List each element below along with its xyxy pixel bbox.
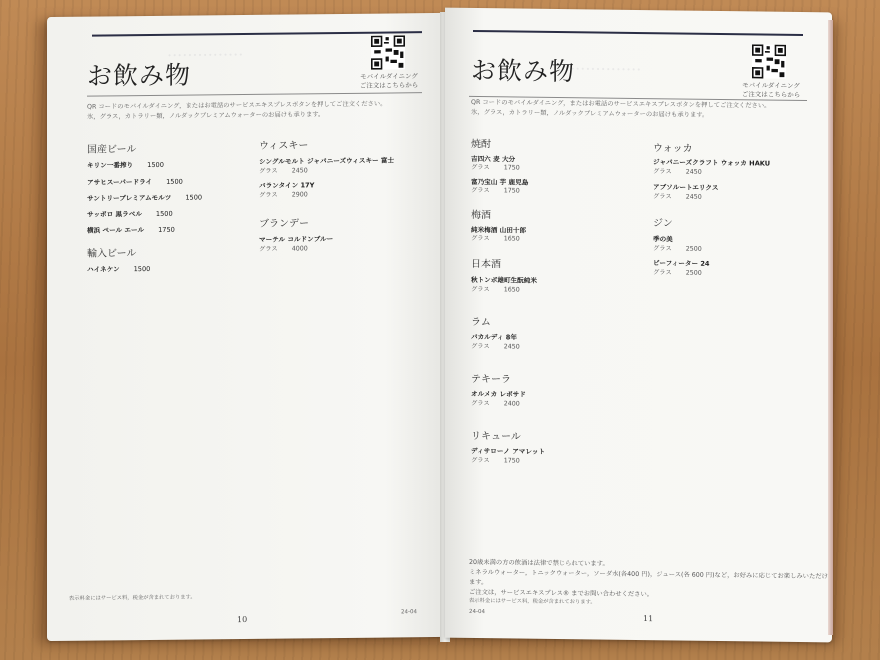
section-heading-gin: ジン [653, 218, 673, 230]
list-item: 季の美 [653, 235, 673, 244]
list-item: 富乃宝山 芋 鹿児島 [471, 177, 529, 187]
notes: 20歳未満の方の飲酒は法律で禁じられています。 ミネラルウォーター，トニックウォーター，ソーダ水(各400 円)，ジュース(各 600 円)など，お好みに応じてお楽しみいただけます。 ご注文は，サービスエキスプレス® までお問い合わせください。 [469, 558, 828, 599]
section-heading-umeshu: 梅酒 [471, 209, 491, 222]
list-item: キリン一番搾り 1500 [87, 160, 164, 170]
section-heading-import-beer: 輸入ビール [87, 248, 137, 260]
section-heading-rum: ラム [471, 316, 491, 329]
edition-code: 24-04 [401, 609, 417, 616]
footnote: 表示料金にはサービス料，税金が含まれております。 [469, 597, 596, 606]
list-item: ハイネケン 1500 [87, 265, 151, 274]
top-rule [473, 30, 803, 36]
list-item-sub: グラス 4000 [259, 245, 308, 253]
menu-page-right [445, 8, 832, 643]
page-title: お飲み物 [471, 55, 576, 87]
list-item: バランタイン 17Y [259, 181, 315, 190]
page-edges [828, 20, 833, 635]
list-item: バカルディ 8年 [471, 332, 517, 342]
list-item: ディサローノ アマレット [471, 446, 546, 456]
list-item-sub: グラス 2450 [653, 193, 702, 201]
list-item-sub: グラス 1650 [471, 285, 520, 294]
menu-page-left [47, 13, 445, 641]
header-rule [87, 92, 422, 97]
edition-code: 24-04 [469, 608, 485, 616]
section-heading-beer: 国産ビール [87, 144, 137, 156]
section-heading-shochu: 焼酎 [471, 138, 491, 151]
list-item: サッポロ 黒ラベル 1500 [87, 209, 173, 219]
footnote: 表示料金にはサービス料，税金が含まれております。 [69, 594, 196, 602]
list-item-sub: グラス 1750 [471, 186, 520, 195]
list-item-sub: グラス 1650 [471, 234, 520, 243]
list-item: 純米梅酒 山田十郎 [471, 225, 527, 235]
show-through-text: ··············· [167, 45, 244, 65]
list-item-sub: グラス 2450 [259, 167, 308, 175]
list-item-sub: グラス 1750 [471, 456, 520, 465]
list-item-sub: グラス 2450 [653, 168, 702, 176]
list-item: 横浜 ペール エール 1750 [87, 225, 175, 235]
intro-text: QR コードのモバイルダイニング，またはお電話のサービスエキスプレスボタンを押してご注文ください。 氷，グラス，カトラリー類，ノルダックプレミアムウォーターのお届けも承ります。 [471, 98, 771, 119]
list-item: マーテル コルドンブルー [259, 235, 334, 244]
intro-text: QR コードのモバイルダイニング，またはお電話のサービスエキスプレスボタンを押してご注文ください。 氷，グラス，カトラリー類，ノルダックプレミアムウォーターのお届けも承ります。 [87, 100, 387, 121]
list-item-sub: グラス 2450 [471, 342, 520, 351]
list-item: 秋トンボ雄町生酛純米 [471, 275, 537, 285]
qr-caption: モバイルダイニング ご注文はこちらから [741, 81, 801, 99]
list-item: オルメカ レポサド [471, 389, 526, 399]
list-item: 吉四六 麦 大分 [471, 154, 516, 164]
page-number: 10 [237, 614, 248, 625]
section-heading-brandy: ブランデー [259, 218, 309, 230]
show-through-text: ··············· [565, 59, 642, 80]
list-item: ビーフィーター 24 [653, 259, 710, 268]
qr-code-icon[interactable] [752, 44, 786, 78]
list-item: アサヒスーパードライ 1500 [87, 177, 183, 187]
list-item-sub: グラス 2900 [259, 191, 308, 199]
section-heading-whisky: ウィスキー [259, 140, 309, 152]
list-item-sub: グラス 1750 [471, 163, 520, 172]
list-item: アブソルートエリクス [653, 183, 719, 192]
page-number: 11 [643, 614, 654, 624]
qr-code-icon[interactable] [371, 35, 405, 69]
list-item: サントリープレミアムモルツ 1500 [87, 193, 203, 203]
qr-caption: モバイルダイニング ご注文はこちらから [359, 72, 419, 90]
list-item-sub: グラス 2400 [471, 399, 520, 408]
section-heading-tequila: テキーラ [471, 373, 511, 386]
section-heading-vodka: ウォッカ [653, 143, 693, 155]
list-item: ジャパニーズクラフト ウォッカ HAKU [653, 158, 771, 168]
section-heading-sake: 日本酒 [471, 258, 501, 271]
list-item-sub: グラス 2500 [653, 245, 702, 253]
page-title: お飲み物 [87, 60, 192, 91]
section-heading-liqueur: リキュール [471, 430, 521, 443]
list-item: シングルモルト ジャパニーズウィスキー 富士 [259, 156, 395, 166]
list-item-sub: グラス 2500 [653, 269, 702, 277]
